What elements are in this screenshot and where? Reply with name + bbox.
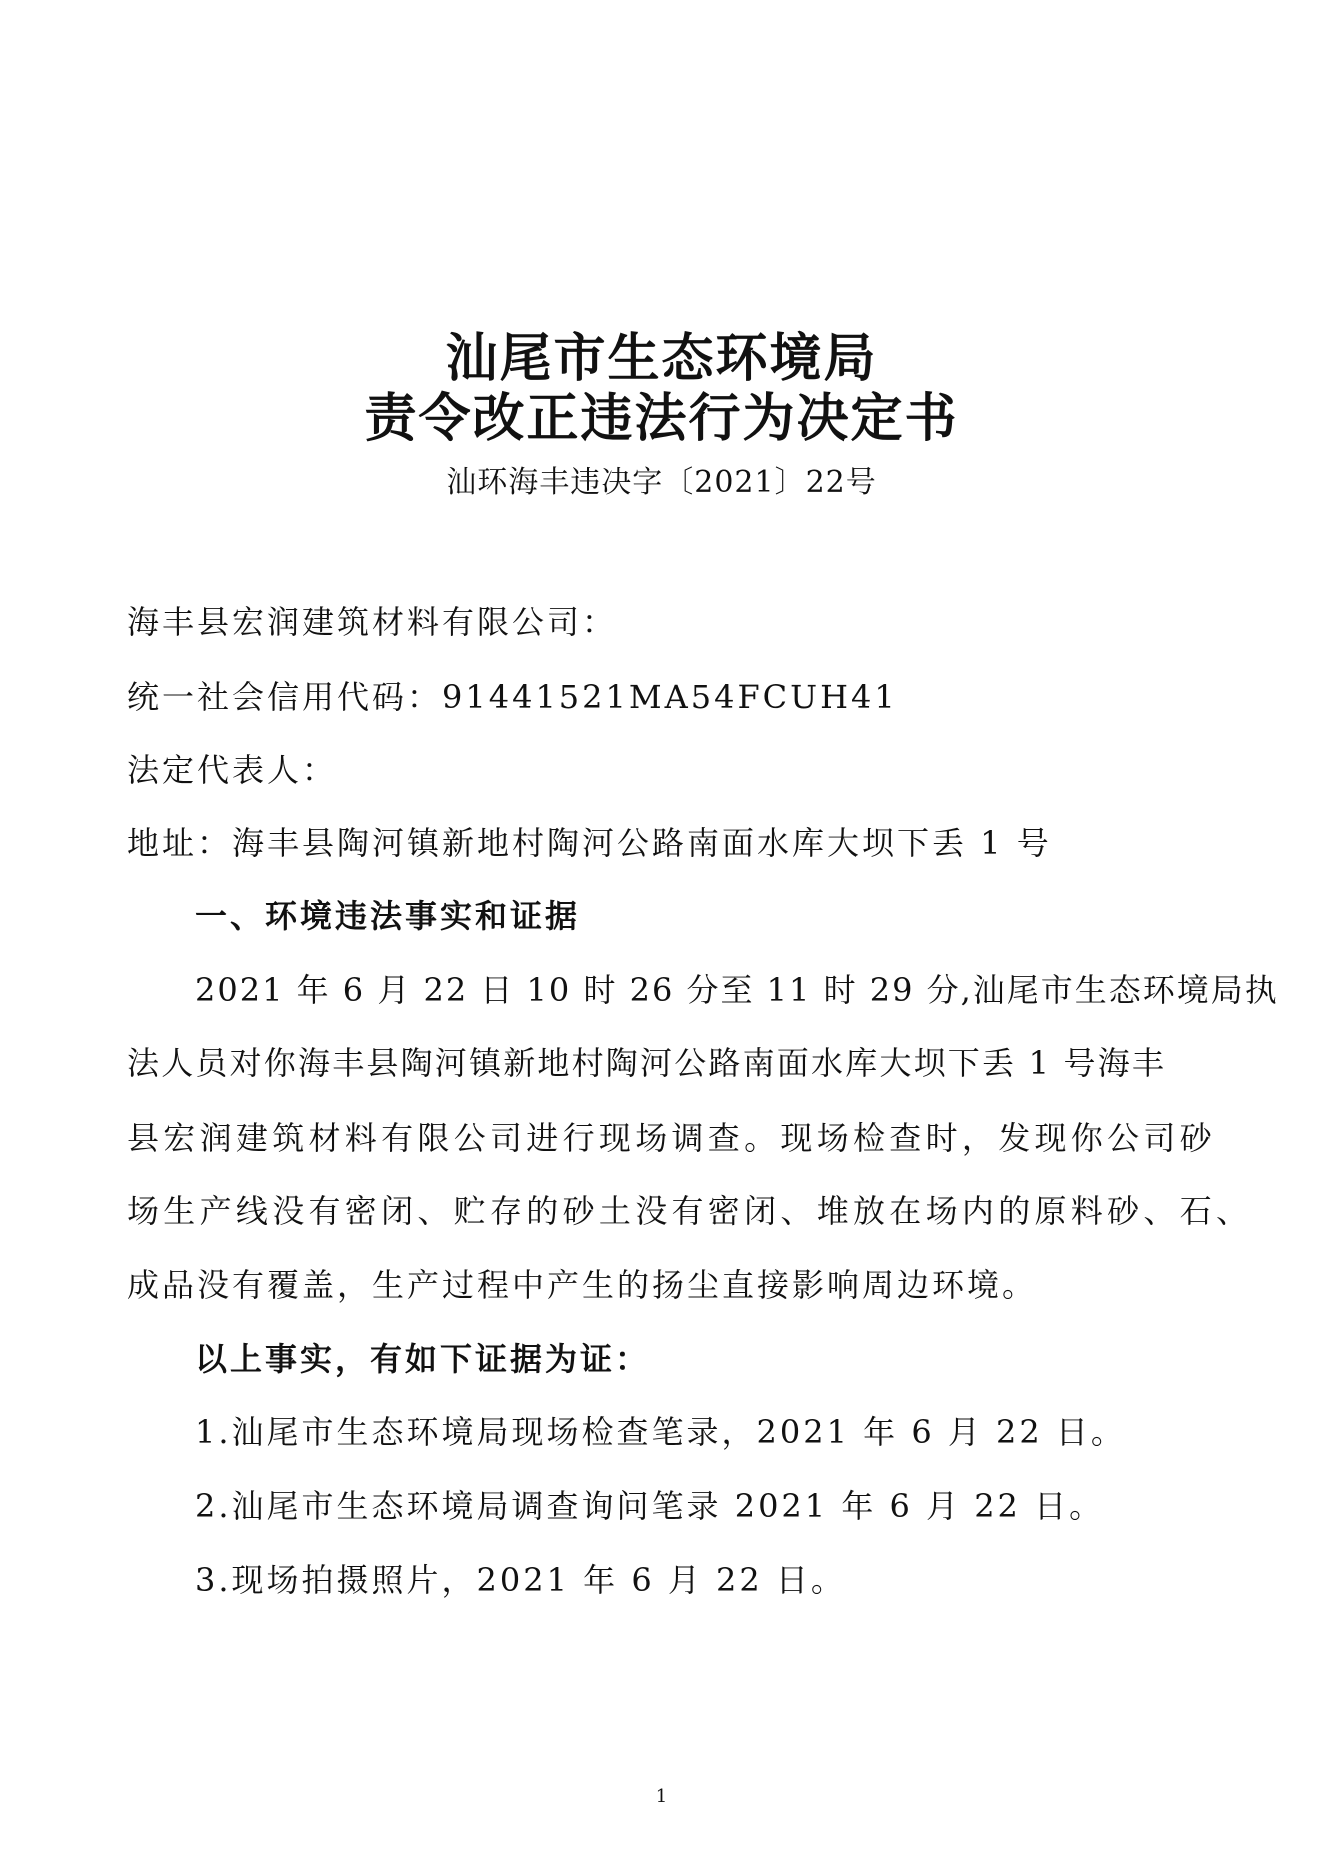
page-number: 1 (655, 1786, 668, 1807)
paragraph-line: 法人员对你海丰县陶河镇新地村陶河公路南面水库大坝下丢 1 号海丰 (127, 1044, 1167, 1082)
credit-code: 统一社会信用代码：91441521MA54FCUH41 (127, 678, 898, 716)
paragraph-line: 县宏润建筑材料有限公司进行现场调查。现场检查时，发现你公司砂 (127, 1119, 1217, 1157)
address: 地址：海丰县陶河镇新地村陶河公路南面水库大坝下丢 1 号 (127, 824, 1052, 862)
evidence-heading: 以上事实，有如下证据为证： (195, 1340, 651, 1378)
legal-representative: 法定代表人： (127, 751, 338, 789)
recipient-company: 海丰县宏润建筑材料有限公司： (127, 603, 618, 641)
evidence-item: 3.现场拍摄照片，2021 年 6 月 22 日。 (195, 1561, 846, 1599)
paragraph-line: 成品没有覆盖，生产过程中产生的扬尘直接影响周边环境。 (127, 1266, 1038, 1304)
evidence-item: 2.汕尾市生态环境局调查询问笔录 2021 年 6 月 22 日。 (195, 1487, 1105, 1525)
document-title-line1: 汕尾市生态环境局 (445, 329, 878, 389)
evidence-item: 1.汕尾市生态环境局现场检查笔录，2021 年 6 月 22 日。 (195, 1413, 1126, 1451)
section-heading-facts: 一、环境违法事实和证据 (195, 897, 581, 935)
paragraph-line: 场生产线没有密闭、贮存的砂土没有密闭、堆放在场内的原料砂、石、 (127, 1192, 1253, 1230)
document-title-line2: 责令改正违法行为决定书 (364, 389, 959, 449)
document-number: 汕环海丰违决字〔2021〕22号 (446, 465, 877, 500)
paragraph-line: 2021 年 6 月 22 日 10 时 26 分至 11 时 29 分,汕尾市生态环境局执 (195, 971, 1279, 1009)
